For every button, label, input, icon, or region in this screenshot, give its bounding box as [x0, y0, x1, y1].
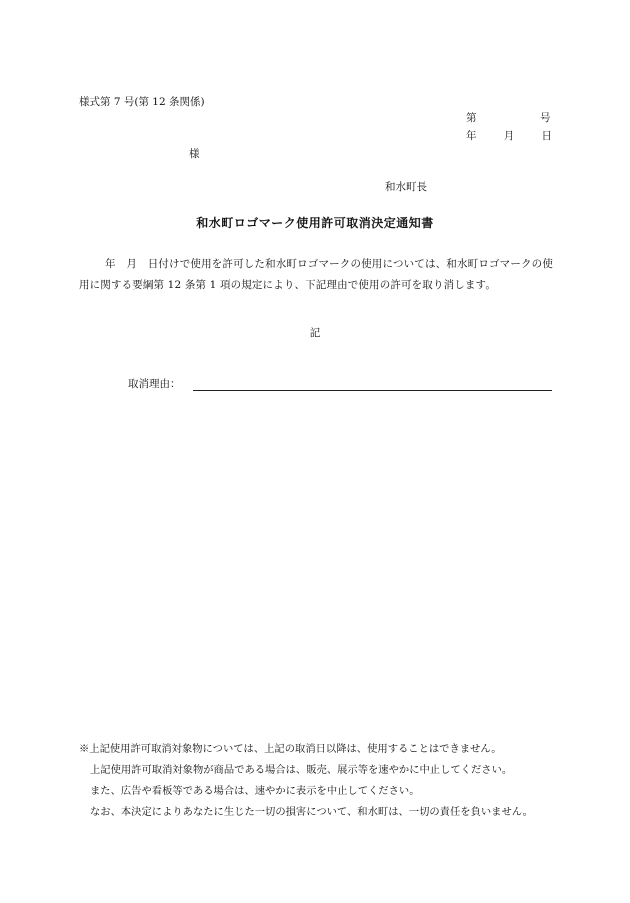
- notes: [79, 739, 533, 823]
- addressee-honorific: 様: [189, 148, 200, 160]
- note-line: 上記使用許可取消対象物が商品である場合は、販売、展示等を速やかに中止してください。: [90, 764, 513, 776]
- document-title: 和水町ロゴマーク使用許可取消決定通知書: [196, 216, 434, 230]
- issuer: 和水町長: [385, 181, 427, 193]
- notice-body-text: 年 月 日付けで使用を許可した和水町ロゴマークの使用については、和水町ロゴマークの使用に関する要綱第 12 条第 1 項の規定により、下記理由で使用の許可を取り消します。: [79, 258, 553, 291]
- reason-line: [193, 390, 552, 391]
- note-line: また、広告や看板等である場合は、速やかに表示を中止してください。: [90, 785, 420, 797]
- notice-body: [79, 254, 553, 296]
- reason-label: 取消理由：: [128, 378, 181, 390]
- date-day: 日: [541, 130, 552, 142]
- form-number: 様式第 7 号(第 12 条関係): [79, 96, 205, 108]
- issue-date: [466, 131, 552, 142]
- date-year: 年: [466, 130, 477, 142]
- note-line: ※上記使用許可取消対象物については、上記の取消日以降は、使用することはできません。: [79, 743, 502, 755]
- document-number-suffix: 号: [540, 112, 551, 124]
- document-number-prefix: 第: [466, 112, 477, 124]
- date-month: 月: [503, 130, 515, 142]
- note-line: なお、本決定によりあなたに生じた一切の損害について、和水町は、一切の責任を負いません。: [90, 806, 533, 818]
- ki-heading: 記: [309, 327, 321, 339]
